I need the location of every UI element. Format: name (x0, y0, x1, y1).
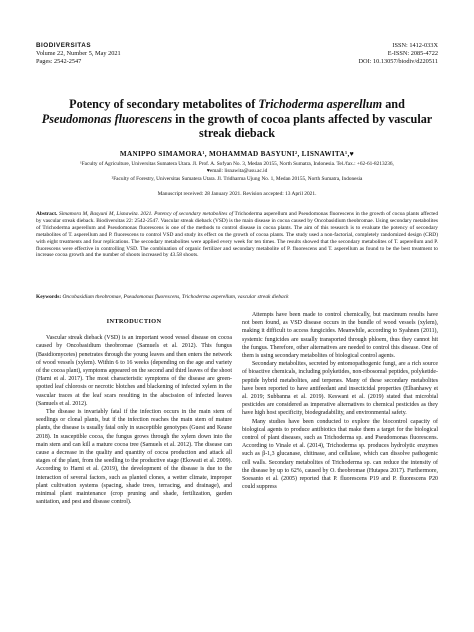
paper-title: Potency of secondary metabolites of Trichoderma asperellum and Pseudomonas fluorescens in the growth of cocoa plants affected by vascular streak dieback (41, 97, 433, 141)
affiliation-2: ²Faculty of Forestry, Universitas Sumatera Utara. Jl. Tridharma Ujung No. 1, Medan 20155, North Sumatra, Indonesia (111, 176, 363, 182)
section-heading-introduction: INTRODUCTION (106, 318, 162, 325)
journal-name: BIODIVERSITAS (36, 42, 92, 49)
keywords-text: Oncobasidium theobromae, Pseudomonas fluorescens, Trichoderma asperellum, vascular streak dieback (61, 294, 289, 300)
volume-info: Volume 22, Number 5, May 2021 (36, 50, 121, 57)
page-range: Pages: 2542-2547 (36, 58, 82, 65)
eissn: E-ISSN: 2085-4722 (387, 50, 438, 57)
abstract-label: Abstract. (36, 211, 58, 217)
abstract-citation: Simamora M, Basyuni M, Lisnawita. 2021. Potency of secondary metabolites of (57, 211, 234, 217)
affiliation-1: ¹Faculty of Agriculture, Universitas Sumatera Utara. Jl. Prof. A. Sofyan No. 3, Medan 20155, North Sumatra, Indonesia. Tel./fax.: +62-61-8213236, (80, 161, 394, 167)
paragraph: Many studies have been conducted to explore the biocontrol capacity of biological agents to produce antibiotics that make them a target for the biological control of plant diseases, such as Trichoderma sp. and Pseudomonas fluorescens. According to Vinale et al. (2014), Trichoderma sp. produces hydrolytic enzymes such as β-1,3 glucanase, chitinase, and cellulase, which can dissolve pathogenic cell walls. Secondary metabolites of Trichoderma sp. can reduce the intensity of the disease by up to 62%, caused by O. theobromae (Hutapea 2017). Furthermore, Soesanto et al. (2005) reported that P. fluorescens P19 and P. fluorescens P20 could suppress (242, 418, 438, 491)
species-name: Trichoderma asperellum (258, 97, 383, 111)
paragraph: Vascular streak dieback (VSD) is an important wood vessel disease on cocoa caused by Oncobasidium theobromae (Samuels et al. 2012). This fungus (Basidiomycetes) penetrates through the young leaves and then enters the network of wood vessels (xylem). Within 6 to 16 weeks (depending on the age and variety of the cocoa plant), symptoms appeared on the second and third leaves of the shoot (Harni et al. 2017). The most characteristic symptoms of the disease are green-spotted leaf chlorosis or necrotic blotches and blackening of infected xylem in the vascular traces at the leaf scars resulting in the abscission of infected leaves (Samuels et al. 2012). (36, 335, 232, 407)
issn: ISSN: 1412-033X (392, 42, 438, 49)
manuscript-dates: Manuscript received: 28 January 2021. Revision accepted: 13 April 2021. (157, 191, 317, 197)
abstract-body: Trichoderma asperellum and Pseudomonas fluorescens in the growth of cocoa plants affected by vascular streak dieback. Biodiversitas 22: 2542-2547. Vascular streak dieback (VSD) is the main disease in cocoa caused by Oncobasidium theobromae. Using secondary metabolites of Trichoderma asperellum and Pseudomonas fluorescens is one of the methods to control disease in cocoa plants. The aim of this research is to evaluate the potency of secondary metabolites of T. asperellum and P. fluorescens to control VSD and study its effect on the growth of cocoa plants. The study used a non-factorial, completely randomized design (CRD) with eight treatments and four replications. The secondary metabolites were applied every week for ten times. The results showed that the secondary metabolites of T. asperellum and P. fluorescens were effective in controlling VSD. The combination of organic fertilizer and secondary metabolite of P. fluorescens and T. asperellum as found to be the best treatment to increase cocoa growth and the number of shoots increased by 43.58 shoots. (36, 211, 439, 259)
keywords (36, 294, 438, 301)
paragraph: The disease is invariably fatal if the infection occurs in the main stem of seedlings or clonal plants, but if the infection reaches the main stem of mature plants, the disease is usually fatal only in susceptible genotypes (Guest and Keane 2018). In susceptible cocoa, the fungus grows through the xylem down into the main stem and can kill a mature cocoa tree (Samuels et al. 2012). The disease can cause a decrease in the quality and quantity of cocoa production and attack all stages of the plant, from the seedling to the productive stage (Ekowati et al. 2009). According to Harni et al. (2019), the development of the disease is due to the interaction of several factors, such as planted clones, a wetter climate, improper plant cultivation systems (spacing, shade trees, terracing, and drainage), and minimal plant maintenance (crop pruning and shade, fertilization, garden sanitation, and pest and disease control). (36, 409, 232, 506)
doi: DOI: 10.13057/biodiv/d220511 (358, 58, 438, 65)
species-name: Pseudomonas fluorescens (41, 111, 173, 126)
column-left (36, 318, 232, 506)
abstract (36, 211, 438, 259)
column-right (242, 311, 438, 491)
author-list: MANIPPO SIMAMORA¹, MOHAMMAD BASYUNI², LISNAWITA¹,♥ (119, 150, 355, 158)
paragraph: Secondary metabolites, secreted by entomopathogenic fungi, are a rich source of bioactive chemicals, including polyketides, non-ribosomal peptides, polyketide-peptide hybrid metabolites, and terpenes. Many of these secondary metabolites have been reported to have antifeedant and insecticidal properties (Elbanhawy et al. 2019; Subbanna et al. 2019). Keswani et al. (2019) stated that microbial pesticides are considered as imperative alternatives to chemical pesticides as they have high host specificity, biodegradability, and environmental safety. (242, 361, 438, 417)
paragraph: Attempts have been made to control chemically, but maximum results have not been found, as VSD disease occurs in the bundle of wood vessels (xylem), making it difficult to access fungicides. Meanwhile, according to Syahnen (2011), systemic fungicides are usually transported through phloem, thus they cannot hit the fungus. Therefore, other alternatives are needed to control this disease. One of them is using secondary metabolites of biological control agents. (242, 312, 438, 360)
corresponding-email[interactable]: ♥email: lisnawita@usu.ac.id (206, 168, 268, 174)
keywords-label: Keywords: (36, 294, 62, 300)
